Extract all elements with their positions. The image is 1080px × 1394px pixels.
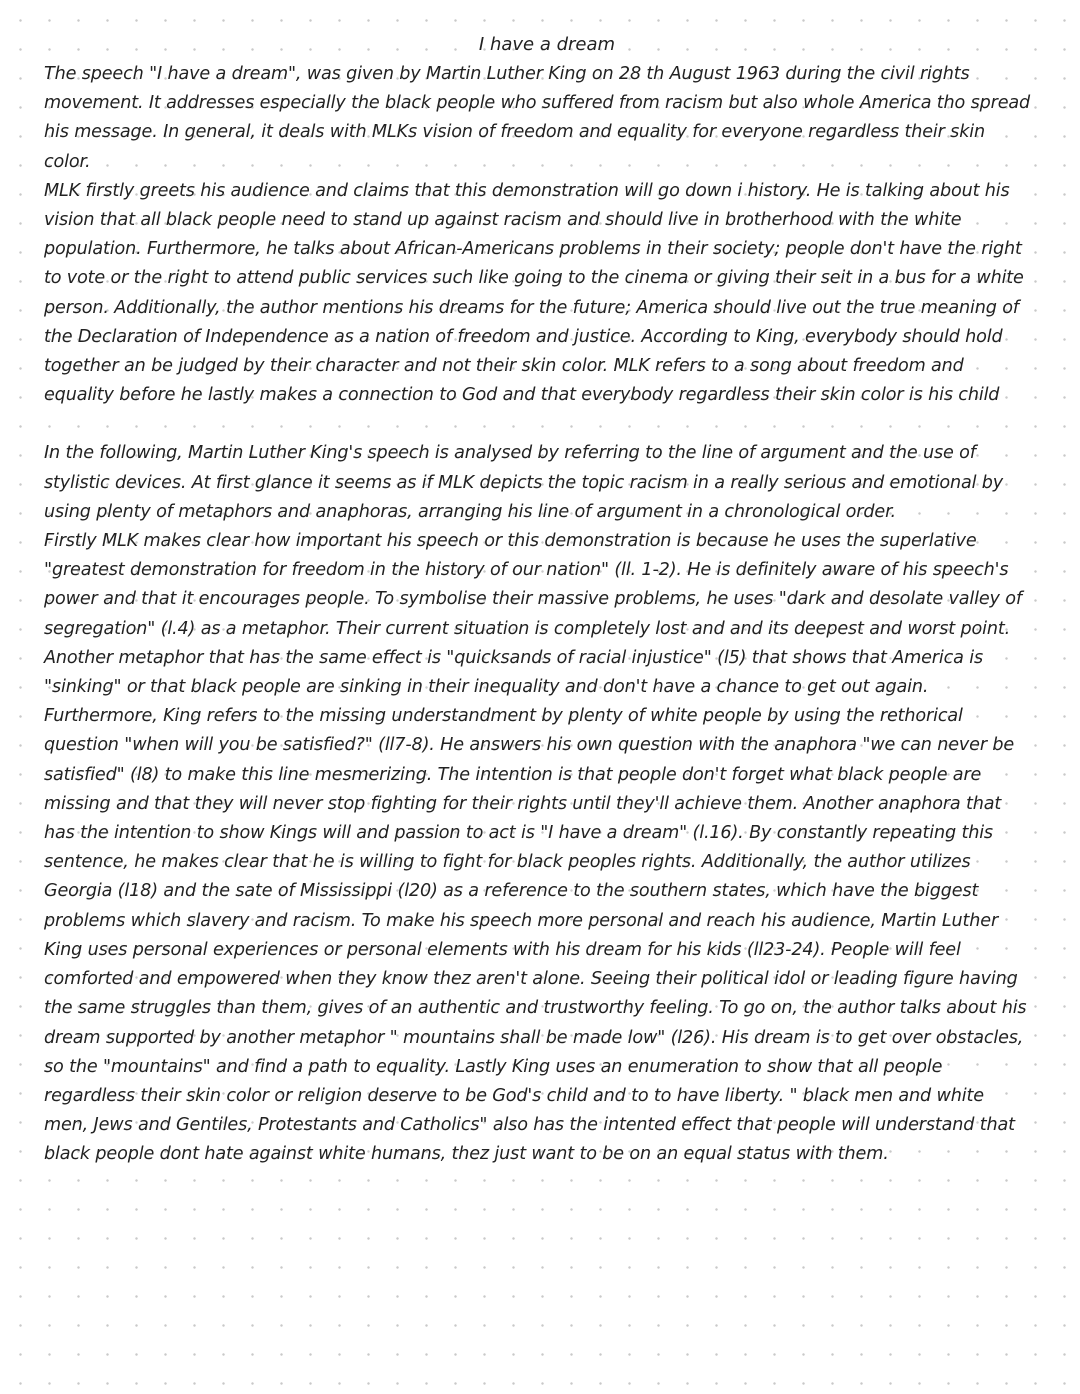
paragraph-analysis-main: Furthermore, King refers to the missing understandment by plenty of white people by using the rethorical question "when will you be satisfied?" (ll7-8). He answers his own question with the anaphora "we can never be satisfied" (l8) to make this line mesmerizing. The intention is that people don't forget what black people are missing and that they will never stop fighting for their rights until they'll achieve them. Another anaphora that has the intention to show Kings will and passion to act is "I have a dream" (l.16). By constantly repeating this sentence, he makes clear that he is willing to fight for black peoples rights. Additionally, the author utilizes Georgia (l18) and the sate of Mississippi (l20) as a reference to the southern states, which have the biggest problems which slavery and racism. To make his speech more personal and reach his audience, Martin Luther King uses personal experiences or personal elements with his dream for his kids (ll23-24). People will feel comforted and empowered when they know thez aren't alone. Seeing their political idol or leading figure having the same struggles than them, gives of an authentic and trustworthy feeling. To go on, the author talks about his dream supported by another metaphor " mountains shall be made low" (l26). His dream is to get over obstacles, so the "mountains" and find a path to equality. Lastly King uses an enumeration to show that all people regardless their skin color or religion deserve to be God's child and to to have liberty. " black men and white men, Jews and Gentiles, Protestants and Catholics" also has the intented effect that people will understand that black people dont hate against white humans, thez just want to be on an equal status with them. [44,706,1027,1165]
paragraph-gap [44,410,1030,439]
paragraph-summary: MLK firstly greets his audience and claims that this demonstration will go down i history. He is talking about his vision that all black people need to stand up against racism and should live in brotherhood with the white population. Furthermore, he talks about African-Americans problems in their society; people don't have the right to vote or the right to attend public services such like going to the cinema or giving their seit in a bus for a white person. Additionally, the author mentions his dreams for the future; America should live out the true meaning of the Declaration of Independence as a nation of freedom and justice. According to King, everybody should hold together an be judged by their character and not their skin color. MLK refers to a song about freedom and equality before he lastly makes a connection to God and that everybody regardless their skin color is his child [44,180,1024,406]
paragraph-analysis-first: Firstly MLK makes clear how important his speech or this demonstration is because he uses the superlative "greatest demonstration for freedom in the history of our nation" (ll. 1-2). He is definitely aware of his speech's power and that it encourages people. To symbolise their massive problems, he uses "dark and desolate valley of segregation" (l.4) as a metaphor. Their current situation is completely lost and and its deepest and worst point. Another metaphor that has the same effect is "quicksands of racial injustice" (l5) that shows that America is "sinking" or that black people are sinking in their inequality and don't have a chance to get out again. [44,531,1022,698]
paragraph-analysis-intro: In the following, Martin Luther King's speech is analysed by referring to the line of argument and the use of stylistic devices. At first glance it seems as if MLK depicts the topic racism in a really serious and emotional by using plenty of metaphors and anaphoras, arranging his line of argument in a chronological order. [44,443,1004,522]
paragraph-intro: The speech "I have a dream", was given by Martin Luther King on 28 th August 1963 during the civil rights movement. It addresses especially the black people who suffered from racism but also whole America tho spread his message. In general, it deals with MLKs vision of freedom and equality for everyone regardless their skin color. [44,64,1031,172]
document-title: I have a dream [478,34,616,55]
